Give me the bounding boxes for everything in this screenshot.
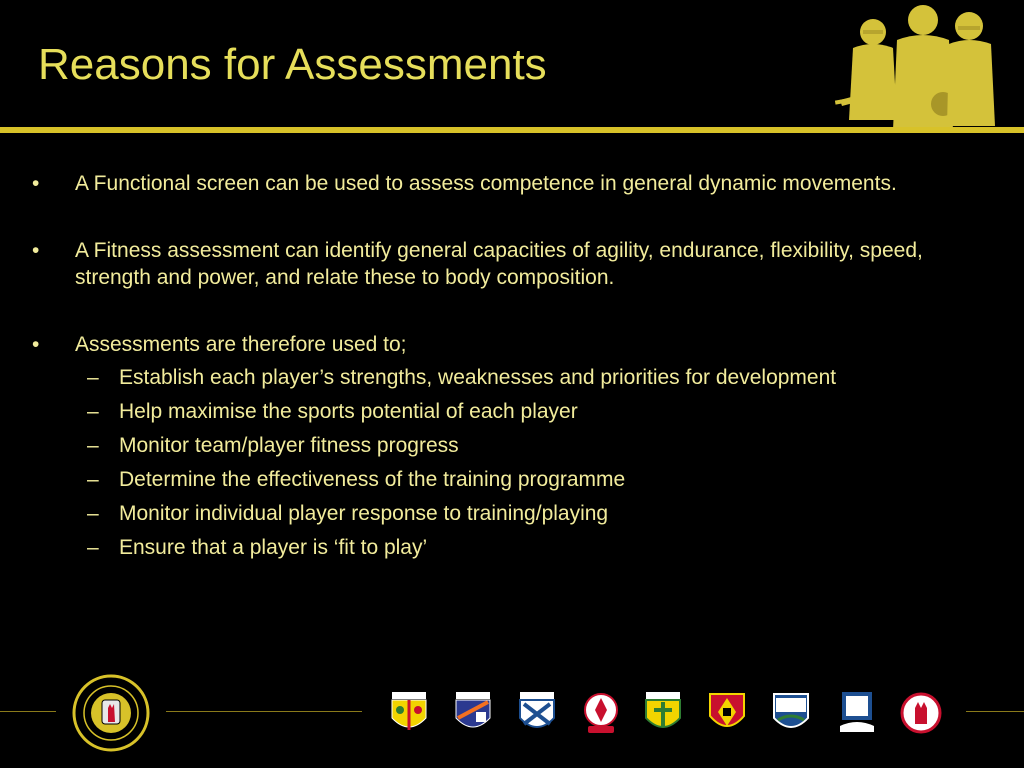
monaghan-crest-icon xyxy=(836,690,878,736)
sub-bullet-item xyxy=(32,364,952,391)
sub-bullet-text: Help maximise the sports potential of each player xyxy=(119,400,578,423)
dash-marker: – xyxy=(87,400,99,423)
fermanagh-crest-icon xyxy=(770,690,812,736)
sub-bullet-text: Monitor individual player response to training/playing xyxy=(119,502,609,525)
slide-title: Reasons for Assessments xyxy=(38,40,547,89)
derry-crest-icon xyxy=(580,690,622,736)
footer-line-right xyxy=(966,711,1024,712)
sub-bullet-item xyxy=(32,466,952,493)
armagh-crest-icon xyxy=(452,690,494,736)
bullet-item xyxy=(32,237,952,291)
dash-marker: – xyxy=(87,468,99,491)
ulster-gaa-seal-icon xyxy=(72,674,150,752)
sub-bullet-item xyxy=(32,534,952,561)
antrim-crest-icon xyxy=(388,690,430,736)
sub-bullet-text: Establish each player’s strengths, weaknesses and priorities for development xyxy=(119,366,837,389)
sub-bullet-list xyxy=(32,364,952,561)
down-crest-icon xyxy=(706,690,748,736)
footer-line-middle xyxy=(166,711,362,712)
sub-bullet-text: Monitor team/player fitness progress xyxy=(119,434,459,457)
bullet-item xyxy=(32,170,952,197)
players-silhouette-icon xyxy=(835,0,1005,132)
donegal-crest-icon xyxy=(642,690,684,736)
bullet-text: A Fitness assessment can identify general capacities of agility, endurance, flexibility, speed, strength and power, and relate these to body composition. xyxy=(75,239,923,289)
dash-marker: – xyxy=(87,366,99,389)
sub-bullet-text: Determine the effectiveness of the training programme xyxy=(119,468,626,491)
bullet-item xyxy=(32,331,952,358)
bullet-text: A Functional screen can be used to assess competence in general dynamic movements. xyxy=(75,172,897,195)
sub-bullet-item xyxy=(32,432,952,459)
dash-marker: – xyxy=(87,536,99,559)
bullet-marker: • xyxy=(32,172,40,195)
slide-body xyxy=(32,170,952,568)
bullet-text: Assessments are therefore used to; xyxy=(75,333,407,356)
footer-line-left xyxy=(0,711,56,712)
bullet-marker: • xyxy=(32,239,40,262)
sub-bullet-item xyxy=(32,500,952,527)
sub-bullet-text: Ensure that a player is ‘fit to play’ xyxy=(119,536,428,559)
dash-marker: – xyxy=(87,434,99,457)
cavan-crest-icon xyxy=(516,690,558,736)
bullet-marker: • xyxy=(32,333,40,356)
title-divider xyxy=(0,127,1024,133)
tyrone-crest-icon xyxy=(900,690,942,736)
sub-bullet-item xyxy=(32,398,952,425)
dash-marker: – xyxy=(87,502,99,525)
